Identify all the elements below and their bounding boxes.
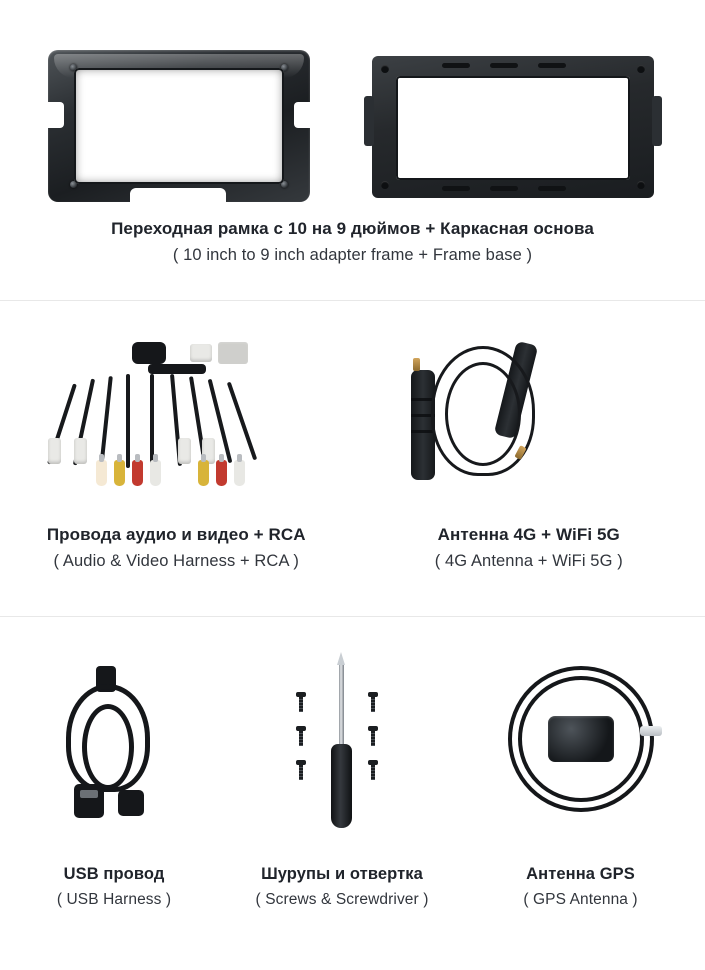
screw: [368, 692, 378, 712]
screws-caption-ru: Шурупы и отвертка: [261, 865, 423, 883]
screw-hole-icon: [70, 64, 77, 71]
usb-cable-loop: [82, 704, 134, 790]
rca-connector-white: [234, 460, 245, 486]
antenna-caption: [353, 524, 705, 574]
screw: [296, 692, 306, 712]
usb-caption-ru: USB провод: [63, 865, 165, 883]
screw: [296, 760, 306, 780]
antenna-caption-ru: Антенна 4G + WiFi 5G: [437, 525, 620, 544]
frame-base-matte-image: [372, 56, 654, 198]
gps-receiver-puck: [548, 716, 614, 762]
frame-notch-right: [294, 102, 310, 128]
rca-connector-white: [150, 460, 161, 486]
gps-connector: [640, 726, 662, 736]
screwdriver-shaft: [339, 662, 344, 746]
rca-connector-white: [96, 460, 107, 486]
wire: [227, 382, 257, 461]
wire-label: [74, 438, 87, 464]
vent-slot: [538, 186, 566, 191]
screw: [368, 726, 378, 746]
mount-hole-icon: [381, 65, 389, 73]
screws-screwdriver-image: [228, 660, 456, 850]
adapter-frame-glossy-image: [48, 50, 310, 202]
item-usb-harness: [0, 616, 228, 970]
usb-plug-b: [118, 790, 144, 816]
frame-tab-left: [364, 96, 374, 146]
item-screws-screwdriver: [228, 616, 456, 970]
frame-tab-right: [652, 96, 662, 146]
screwdriver-handle: [331, 744, 352, 828]
4g-wifi-antenna-image: [353, 334, 705, 504]
rca-connector-red: [216, 460, 227, 486]
wire-label: [178, 438, 191, 464]
antenna-band: [411, 430, 435, 433]
vent-slot: [490, 63, 518, 68]
harness-caption-ru: Провода аудио и видео + RCA: [46, 525, 306, 544]
frame-notch-bottom: [130, 188, 226, 202]
wire: [126, 374, 130, 468]
frames-caption-ru: Переходная рамка с 10 на 9 дюймов + Каркасная основа: [111, 219, 594, 238]
item-audio-video-harness: [0, 300, 353, 616]
mount-hole-icon: [381, 181, 389, 189]
harness-caption: [0, 524, 353, 574]
rca-connector-red: [132, 460, 143, 486]
mount-hole-icon: [637, 181, 645, 189]
connector-white-small: [190, 344, 212, 362]
antenna-caption-en: ( 4G Antenna + WiFi 5G ): [434, 552, 623, 571]
gps-caption: [456, 864, 705, 912]
frames-caption: [0, 218, 705, 268]
mount-hole-icon: [637, 65, 645, 73]
screw: [368, 760, 378, 780]
frame-notch-left: [48, 102, 64, 128]
section-usb-screws-gps: [0, 616, 705, 970]
screws-caption: [228, 864, 456, 912]
vent-slot: [538, 63, 566, 68]
screw-hole-icon: [70, 181, 77, 188]
usb-socket-slot: [80, 790, 98, 798]
vent-slot: [442, 186, 470, 191]
usb-harness-image: [0, 660, 228, 850]
screwdriver-tip: [337, 652, 345, 665]
antenna-cable-coil: [445, 362, 521, 466]
gps-caption-ru: Антенна GPS: [526, 865, 635, 883]
wire-label: [48, 438, 61, 464]
harness-caption-en: ( Audio & Video Harness + RCA ): [53, 552, 299, 571]
connector-gray: [218, 342, 248, 364]
usb-caption: [0, 864, 228, 912]
frames-caption-en: ( 10 inch to 9 inch adapter frame + Frame base ): [172, 246, 533, 265]
vent-slot: [490, 186, 518, 191]
screw-hole-icon: [281, 64, 288, 71]
iso-connector-black: [132, 342, 166, 364]
harness-bundle: [148, 364, 206, 374]
vent-slot: [442, 63, 470, 68]
antenna-gold-connector: [413, 358, 420, 371]
item-4g-wifi-antenna: [353, 300, 705, 616]
item-gps-antenna: [456, 616, 705, 970]
frames-illustration-row: [0, 28, 705, 198]
rca-connector-yellow: [114, 460, 125, 486]
gps-antenna-image: [456, 660, 705, 850]
audio-video-harness-image: [0, 334, 353, 504]
screw: [296, 726, 306, 746]
section-harness-antenna: [0, 300, 705, 616]
usb-caption-en: ( USB Harness ): [56, 891, 172, 909]
gloss-highlight: [54, 54, 304, 78]
screw-hole-icon: [281, 181, 288, 188]
rca-connector-yellow: [198, 460, 209, 486]
screws-caption-en: ( Screws & Screwdriver ): [255, 891, 429, 909]
gps-caption-en: ( GPS Antenna ): [523, 891, 638, 909]
section-frames: [0, 0, 705, 300]
